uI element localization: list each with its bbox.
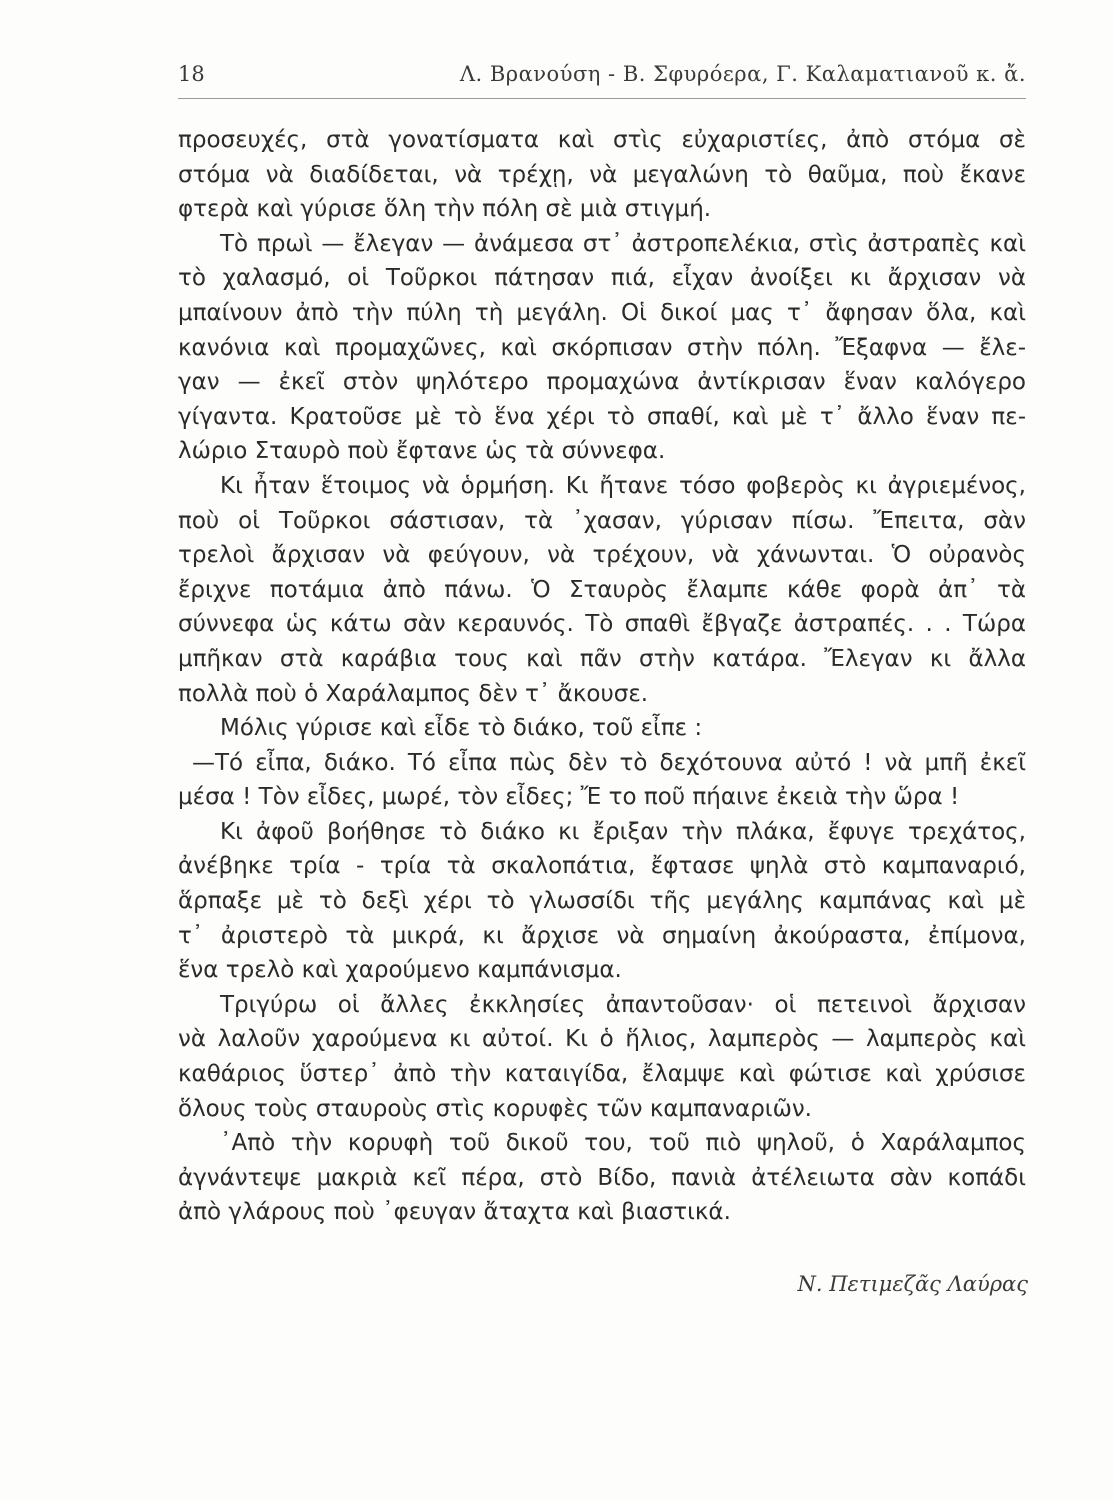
text-line: ἀνέβηκε τρία - τρία τὰ σκαλοπάτια, ἔφτασε ψηλὰ στὸ καμπαναριό,: [178, 853, 1026, 880]
text-line: ποὺ οἱ Τοῦρκοι σάστισαν, τὰ ᾿χασαν, γύρισαν πίσω. Ἔπειτα, σὰν: [178, 507, 1026, 534]
text-line: ὅλους τοὺς σταυροὺς στὶς κορυφὲς τῶν καμπαναριῶν.: [178, 1095, 812, 1122]
text-line: ἀπὸ γλάρους ποὺ ᾿φευγαν ἄταχτα καὶ βιαστικά.: [178, 1199, 731, 1226]
text-line: νὰ λαλοῦν χαρούμενα κι αὐτοί. Κι ὁ ἥλιος, λαμπερὸς — λαμπερὸς καὶ: [178, 1026, 1026, 1053]
author-signature: Ν. Πετιμεζᾶς Λαύρας: [797, 1272, 1028, 1296]
text-line: λώριο Σταυρὸ ποὺ ἔφτανε ὡς τὰ σύννεφα.: [178, 438, 666, 465]
text-line: ἔριχνε ποτάμια ἀπὸ πάνω. Ὁ Σταυρὸς ἔλαμπε κάθε φορὰ ἀπ᾿ τὰ: [178, 576, 1026, 603]
text-line: σύννεφα ὡς κάτω σὰν κεραυνός. Τὸ σπαθὶ ἔβγαζε ἀστραπές. . . Τώρα: [178, 611, 1026, 638]
text-line: ἕνα τρελὸ καὶ χαρούμενο καμπάνισμα.: [178, 957, 622, 984]
text-line: Κι ἦταν ἕτοιμος νὰ ὁρμήση. Κι ἤτανε τόσο φοβερὸς κι ἀγριεμένος,: [220, 472, 1026, 499]
text-line: μπῆκαν στὰ καράβια τους καὶ πᾶν στὴν κατάρα. Ἔλεγαν κι ἄλλα: [178, 645, 1026, 672]
text-line: Μόλις γύρισε καὶ εἶδε τὸ διάκο, τοῦ εἶπε :: [220, 715, 703, 742]
text-line: γαν — ἐκεῖ στὸν ψηλότερο προμαχώνα ἀντίκρισαν ἕναν καλόγερο: [178, 369, 1026, 396]
text-line: ἅρπαξε μὲ τὸ δεξὶ χέρι τὸ γλωσσίδι τῆς μεγάλης καμπάνας καὶ μὲ: [178, 888, 1026, 915]
text-line: ἀγνάντεψε μακριὰ κεῖ πέρα, στὸ Βίδο, πανιὰ ἀτέλειωτα σὰν κοπάδι: [178, 1164, 1026, 1191]
text-line: κανόνια καὶ προμαχῶνες, καὶ σκόρπισαν στὴν πόλη. Ἔξαφνα — ἔλε-: [178, 334, 1026, 361]
text-line: μέσα ! Τὸν εἶδες, μωρέ, τὸν εἶδες; Ἔ το ποῦ πήαινε ἐκειὰ τὴν ὥρα !: [178, 784, 960, 811]
body-text: [178, 123, 1026, 1230]
text-line: —Τό εἶπα, διάκο. Τό εἶπα πὼς δὲν τὸ δεχότουνα αὐτό ! νὰ μπῆ ἐκεῖ: [192, 749, 1026, 776]
running-title: Λ. Βρανούση - Β. Σφυρόερα, Γ. Καλαματιανοῦ κ. ἄ.: [459, 62, 1026, 86]
text-line: Κι ἀφοῦ βοήθησε τὸ διάκο κι ἔριξαν τὴν πλάκα, ἔφυγε τρεχάτος,: [220, 818, 1026, 845]
page-number: 18: [178, 62, 205, 86]
text-line: γίγαντα. Κρατοῦσε μὲ τὸ ἕνα χέρι τὸ σπαθί, καὶ μὲ τ᾿ ἄλλο ἕναν πε-: [178, 403, 1026, 430]
text-line: Τριγύρω οἱ ἄλλες ἐκκλησίες ἀπαντοῦσαν· οἱ πετεινοὶ ἄρχισαν: [220, 991, 1026, 1018]
text-line: τ᾿ ἀριστερὸ τὰ μικρά, κι ἄρχισε νὰ σημαίνη ἀκούραστα, ἐπίμονα,: [178, 922, 1026, 949]
text-line: φτερὰ καὶ γύρισε ὅλη τὴν πόλη σὲ μιὰ στιγμή.: [178, 196, 712, 223]
text-line: τρελοὶ ἄρχισαν νὰ φεύγουν, νὰ τρέχουν, νὰ χάνωνται. Ὁ οὐρανὸς: [178, 542, 1026, 569]
text-line: προσευχές, στὰ γονατίσματα καὶ στὶς εὐχαριστίες, ἀπὸ στόμα σὲ: [178, 127, 1026, 153]
text-line: πολλὰ ποὺ ὁ Χαράλαμπος δὲν τ᾿ ἄκουσε.: [178, 680, 649, 707]
text-line: ᾿Απὸ τὴν κορυφὴ τοῦ δικοῦ του, τοῦ πιὸ ψηλοῦ, ὁ Χαράλαμπος: [220, 1130, 1026, 1157]
text-line: καθάριος ὕστερ᾿ ἀπὸ τὴν καταιγίδα, ἔλαμψε καὶ φώτισε καὶ χρύσισε: [178, 1061, 1026, 1088]
running-header: [178, 58, 1026, 99]
text-line: στόμα νὰ διαδίδεται, νὰ τρέχῃ, νὰ μεγαλώνη τὸ θαῦμα, ποὺ ἔκανε: [178, 161, 1026, 188]
text-line: Τὸ πρωὶ — ἔλεγαν — ἀνάμεσα στ᾿ ἀστροπελέκια, στὶς ἀστραπὲς καὶ: [220, 230, 1026, 257]
text-line: τὸ χαλασμό, οἱ Τοῦρκοι πάτησαν πιά, εἶχαν ἀνοίξει κι ἄρχισαν νὰ: [178, 265, 1026, 292]
text-line: μπαίνουν ἀπὸ τὴν πύλη τὴ μεγάλη. Οἱ δικοί μας τ᾿ ἄφησαν ὅλα, καὶ: [178, 299, 1026, 326]
